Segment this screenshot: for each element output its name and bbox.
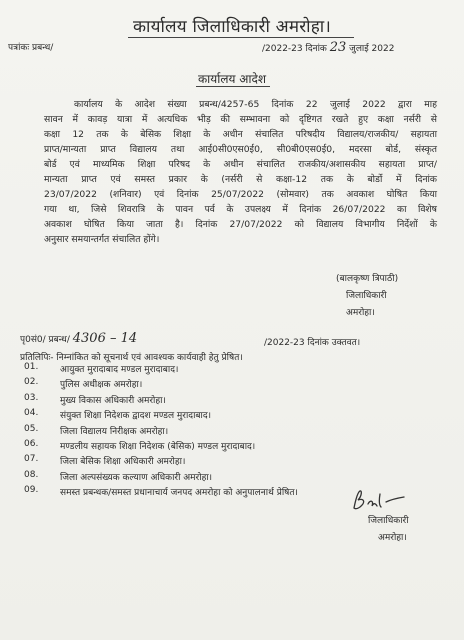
signatory-block-1 — [336, 271, 398, 322]
order-body-line: सावन में कावड़ यात्रा में अत्यधिक भीड़ की सम्भावना को दृष्टिगत रखते हुए कक्षा नर्सरी से — [44, 114, 437, 125]
signatory-name: (बालकृष्ण त्रिपाठी) — [336, 274, 399, 284]
list-item-number: 06. — [24, 438, 39, 449]
signatory-designation: जिलाधिकारी — [346, 291, 387, 301]
list-item-text: समस्त प्रबन्धक/समस्त प्रधानाचार्य जनपद अमरोहा को अनुपालनार्थ प्रेषित। — [60, 488, 298, 499]
copy-lead-text: प्रतिलिपिः- निम्नांकित को सूचनार्थ एवं आवश्यक कार्यवाही हेतु प्रेषित। — [20, 353, 243, 363]
list-item-text: जिला बेसिक शिक्षा अधिकारी अमरोहा। — [60, 457, 186, 468]
endorsement-reference — [20, 331, 137, 346]
date-day-handwritten: 23 — [329, 40, 347, 55]
date-prefix: /2022-23 दिनांक — [262, 44, 327, 54]
office-title: कार्यालय जिलाधिकारी अमरोहा। — [132, 17, 332, 37]
list-item-text: जिला अल्पसंख्यक कल्याण अधिकारी अमरोहा। — [60, 472, 213, 483]
list-item-number: 07. — [24, 454, 39, 465]
order-body-line: अवकाश घोषित किया जाता है। दिनांक 27/07/2022 को विद्यालय विभागीय निर्देशों के — [44, 219, 437, 230]
order-body-line: गया था, जिसे शिवरात्रि के पावन पर्व के उपलक्ष्य में दिनांक 26/07/2022 का विशेष — [44, 204, 437, 215]
letter-reference: पत्रांकः प्रबन्ध/ — [8, 43, 54, 53]
list-item-text: मुख्य विकास अधिकारी अमरोहा। — [60, 395, 166, 406]
order-body — [44, 97, 437, 247]
endorsement-ref-prefix: पृ0सं0/ प्रबन्ध/ — [20, 335, 70, 345]
letter-date — [262, 40, 394, 55]
order-body-line: मान्यता प्राप्त एवं समस्त प्रकार के (नर्सरी से कक्षा-12 तक के बोर्डो में दिनांक — [44, 174, 437, 185]
list-item-number: 05. — [24, 423, 39, 434]
order-title: कार्यालय आदेश — [197, 72, 267, 86]
list-item-number: 01. — [24, 362, 39, 372]
order-body-line: प्राप्त/मान्यता प्राप्त विद्यालय तथा आई0सी0एस0ई0, सी0बी0एस0ई0, मदरसा बोर्ड, संस्कृत — [44, 144, 437, 155]
order-body-line: अनुसार समयान्तर्गत संचालित होंगे। — [44, 234, 160, 245]
order-body-line: बोर्ड एवं माध्यमिक शिक्षा परिषद के अधीन संचालित राजकीय/अशासकीय सहायता प्राप्त/ — [44, 159, 437, 170]
date-suffix: जुलाई 2022 — [349, 44, 395, 54]
list-item-text: आयुक्त मुरादाबाद मण्डल मुरादाबाद। — [60, 365, 179, 375]
signatory-place: अमरोहा। — [378, 533, 407, 543]
order-body-line: 23/07/2022 (शनिवार) एवं दिनांक 25/07/2022 (सोमवार) तक अवकाश घोषित किया — [44, 189, 437, 200]
list-item-number: 02. — [24, 377, 39, 388]
list-item-number: 09. — [24, 485, 39, 496]
list-item-number: 04. — [24, 408, 39, 419]
list-item-number: 03. — [24, 392, 39, 403]
endorsement-ref-number-handwritten: 4306 – 14 — [72, 331, 138, 346]
list-item-text: संयुक्त शिक्षा निदेशक द्वादश मण्डल मुरादाबाद। — [60, 411, 212, 422]
handwritten-signature — [348, 488, 408, 514]
list-item-text: पुलिस अधीक्षक अमरोहा। — [60, 380, 143, 391]
order-body-line: कक्षा 12 तक के बेसिक शिक्षा के अधीन संचालित परिषदीय विद्यालय/राजकीय/ सहायता — [44, 129, 437, 140]
list-item-number: 08. — [24, 469, 39, 480]
list-item-text: मण्डलीय सहायक शिक्षा निदेशक (बेसिक) मण्डल मुरादाबाद। — [60, 441, 256, 452]
endorsement-date: /2022-23 दिनांक उक्तवत। — [264, 338, 361, 348]
list-item-text: जिला विद्यालय निरीक्षक अमरोहा। — [60, 426, 169, 437]
order-body-line: कार्यालय के आदेश संख्या प्रबन्ध/4257-65 दिनांक 22 जुलाई 2022 द्वारा माह — [74, 99, 437, 110]
signatory-place: अमरोहा। — [346, 308, 375, 318]
order-title-underline — [196, 86, 270, 87]
office-title-underline — [128, 37, 354, 38]
signatory-block-2 — [368, 513, 409, 547]
signatory-designation: जिलाधिकारी — [368, 516, 409, 526]
